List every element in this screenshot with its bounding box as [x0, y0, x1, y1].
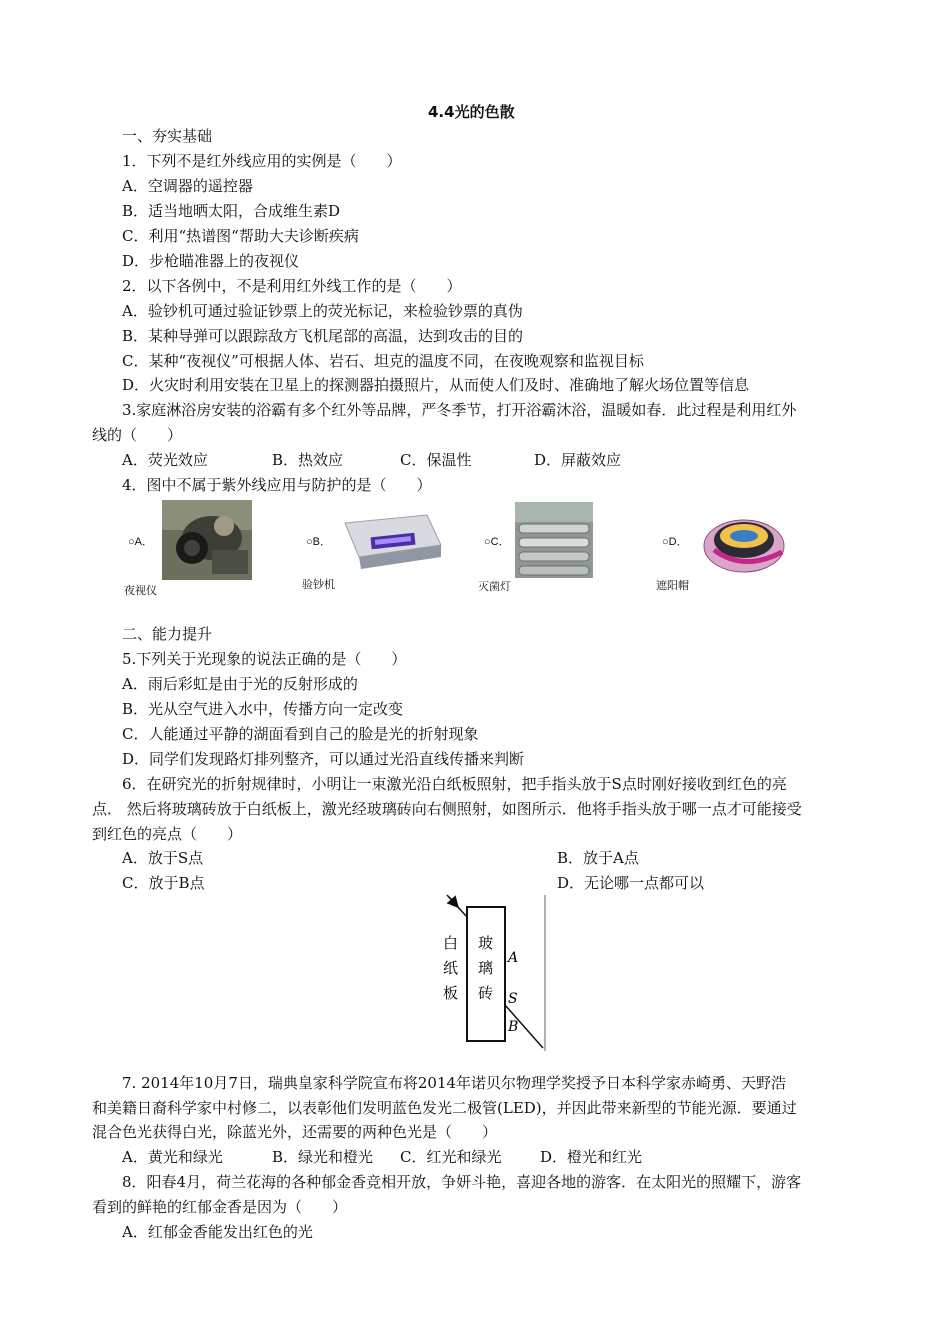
point-a-label: A — [508, 950, 519, 966]
refraction-diagram — [435, 893, 550, 1063]
q6-option-c: C．放于B点 — [122, 874, 205, 892]
q6-stem-line3: 到红色的亮点（ ） — [92, 825, 243, 843]
q4-caption-c: 灭菌灯 — [478, 581, 511, 593]
paper-label-3: 板 — [443, 984, 459, 1002]
q5-stem: 5.下列关于光现象的说法正确的是（ ） — [122, 650, 407, 668]
glass-label-2: 璃 — [478, 959, 494, 977]
q1-option-d: D．步枪瞄准器上的夜视仪 — [122, 252, 300, 270]
paper-label-2: 纸 — [443, 959, 459, 977]
q4-radio-c[interactable]: ○C． — [484, 536, 510, 548]
q2-option-c: C．某种“夜视仪”可根据人体、岩石、坦克的温度不同，在夜晚观察和监视目标 — [122, 352, 644, 370]
q5-option-b: B．光从空气进入水中，传播方向一定改变 — [122, 700, 404, 718]
q2-option-d: D．火灾时利用安装在卫星上的探测器拍摄照片，从而使人们及时、准确地了解火场位置等信息 — [122, 376, 750, 394]
point-s-label: S — [508, 991, 518, 1007]
q5-option-a: A．雨后彩虹是由于光的反射形成的 — [122, 675, 358, 693]
q7-option-a: A．黄光和绿光 — [122, 1148, 223, 1166]
q7-stem-line2: 和美籍日裔科学家中村修二，以表彰他们发明蓝色发光二极管(LED)，并因此带来新型的节能光源．要通过 — [92, 1099, 797, 1117]
q1-option-c: C．利用“热谱图“帮助大夫诊断疾病 — [122, 227, 359, 245]
section-heading-basics: 一、夯实基础 — [122, 127, 213, 145]
glass-label-3: 砖 — [478, 984, 494, 1002]
q2-stem: 2．以下各例中，不是利用红外线工作的是（ ） — [122, 277, 462, 295]
q8-stem-line1: 8．阳春4月，荷兰花海的各种郁金香竞相开放，争妍斗艳，喜迎各地的游客．在太阳光的照耀下，游客 — [122, 1173, 802, 1191]
q3-stem-line1: 3.家庭淋浴房安装的浴霸有多个红外等品牌，严冬季节，打开浴霸沐浴，温暖如春．此过程是利用红外 — [122, 401, 797, 419]
sterilizing-lamp-photo — [515, 502, 593, 578]
q6-option-d: D．无论哪一点都可以 — [557, 874, 705, 892]
point-b-label: B — [508, 1019, 519, 1035]
q1-stem: 1．下列不是红外线应用的实例是（ ） — [122, 152, 402, 170]
q7-stem-line3: 混合色光获得白光，除蓝光外，还需要的两种色光是（ ） — [92, 1123, 498, 1141]
q3-stem-line2: 线的（ ） — [92, 426, 183, 444]
q1-option-a: A．空调器的遥控器 — [122, 177, 253, 195]
q7-stem-line1: 7. 2014年10月7日，瑞典皇家科学院宣布将2014年诺贝尔物理学奖授予日本科学家赤崎勇、天野浩 — [122, 1074, 787, 1092]
q4-radio-a[interactable]: ○A． — [128, 536, 153, 548]
section-heading-improvement: 二、能力提升 — [122, 625, 213, 643]
q5-option-c: C．人能通过平静的湖面看到自己的脸是光的折射现象 — [122, 725, 479, 743]
paper-label-1: 白 — [443, 934, 459, 952]
night-vision-photo — [162, 500, 252, 580]
q2-option-a: A．验钞机可通过验证钞票上的荧光标记，来检验钞票的真伪 — [122, 302, 523, 320]
glass-label-1: 玻 — [478, 934, 494, 952]
q4-stem: 4．图中不属于紫外线应用与防护的是（ ） — [122, 476, 432, 494]
q6-option-a: A．放于S点 — [122, 849, 204, 867]
banknote-detector-photo — [335, 505, 445, 575]
q6-stem-line2: 点． 然后将玻璃砖放于白纸板上，激光经玻璃砖向右侧照射，如图所示．他将手指头放于哪一点才可能接受 — [92, 800, 802, 818]
sun-visor-hat-photo — [700, 500, 792, 580]
page-title: 4.4光的色散 — [428, 103, 515, 121]
q3-option-a: A．荧光效应 — [122, 451, 208, 469]
q7-option-c: C．红光和绿光 — [400, 1148, 502, 1166]
q8-option-a: A．红郁金香能发出红色的光 — [122, 1223, 313, 1241]
q4-caption-b: 验钞机 — [302, 579, 335, 591]
q4-caption-a: 夜视仪 — [124, 585, 157, 597]
q4-radio-d[interactable]: ○D． — [662, 536, 688, 548]
q3-option-c: C．保温性 — [400, 451, 472, 469]
q4-radio-b[interactable]: ○B． — [306, 536, 331, 548]
q1-option-b: B．适当地晒太阳，合成维生素D — [122, 202, 341, 220]
q4-caption-d: 遮阳帽 — [656, 580, 689, 592]
q3-option-d: D．屏蔽效应 — [534, 451, 622, 469]
q3-option-b: B．热效应 — [272, 451, 344, 469]
q7-option-d: D．橙光和红光 — [540, 1148, 643, 1166]
q5-option-d: D．同学们发现路灯排列整齐，可以通过光沿直线传播来判断 — [122, 750, 525, 768]
q6-option-b: B．放于A点 — [557, 849, 639, 867]
q2-option-b: B．某种导弹可以跟踪敌方飞机尾部的高温，达到攻击的目的 — [122, 327, 524, 345]
q8-stem-line2: 看到的鲜艳的红郁金香是因为（ ） — [92, 1198, 348, 1216]
q7-option-b: B．绿光和橙光 — [272, 1148, 374, 1166]
q6-stem-line1: 6．在研究光的折射规律时，小明让一束激光沿白纸板照射，把手指头放于S点时刚好接收到红色的亮 — [122, 775, 787, 793]
